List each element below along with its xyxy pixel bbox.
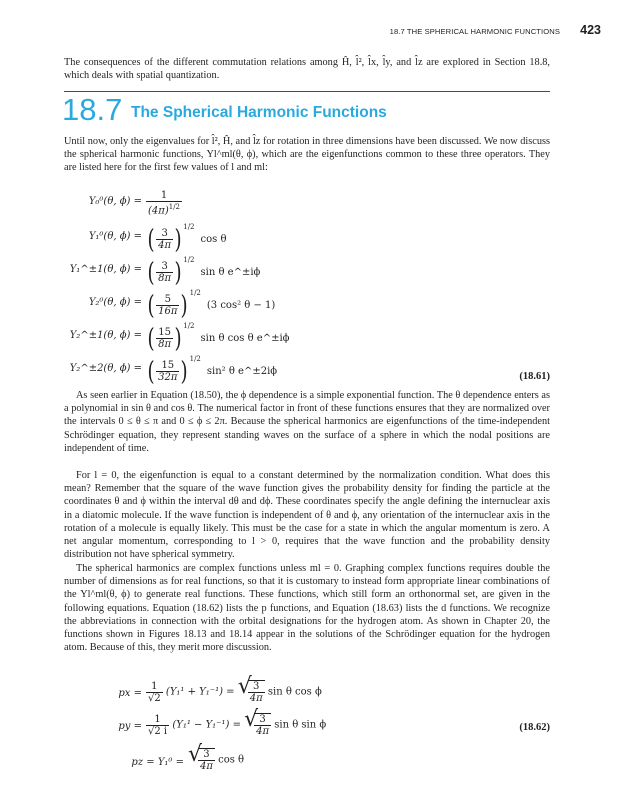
section-rule (64, 91, 550, 92)
running-header (0, 22, 626, 38)
intro-paragraph: The consequences of the different commutation relations among Ĥ, l̂², l̂x, l̂y, and l̂z are explored in Section 18.8, which deals with spatial quantization. (64, 57, 550, 82)
equation-y2pm2-rhs: ( $\frac{15}{32\pi}$ ) $^{1/2}$sin² θ e^±2iϕ (147, 355, 278, 387)
page-number: 423 (580, 23, 601, 37)
equation-lhs: Y₀⁰(θ, ϕ) = (88, 196, 142, 207)
equation-label-1861: (18.61) (519, 371, 550, 382)
running-title: 18.7 THE SPHERICAL HARMONIC FUNCTIONS (389, 27, 560, 36)
equation-y2pm2: Y₂^±2(θ, ϕ) = (69, 363, 142, 374)
section-title: The Spherical Harmonic Functions (131, 104, 387, 121)
equation-fraction: $\frac{1}{(4\pi)^{1/2}}$ (148, 190, 181, 217)
paragraph-4: The spherical harmonics are complex functions unless ml = 0. Graphing complex functions requires double the number of dimensions as for real functions, so that it is customary to instead form appropriate linear combinations of the Yl^ml(θ, ϕ) to generate real functions. These functions, which still form an orthonormal set, are given in the following equations. Equation (18.62) lists the p functions, and Equation (18.63) lists the d functions. We recognize the abbreviations in connection with the orbital designations for the hydrogen atom. As shown in Chapter 20, the functions shown in Figures 18.13 and 18.14 appear in the solutions of the Schrödinger equation for the hydrogen atom. Because of this, they merit more discussion. (64, 563, 550, 654)
paragraph-2: As seen earlier in Equation (18.50), the ϕ dependence is a simple exponential function. The θ dependence enters as a polynomial in sin θ and cos θ. The numerical factor in front of these functions ensures that they are normalized over the intervals 0 ≤ θ ≤ π and 0 ≤ ϕ ≤ 2π. Because the spherical harmonics are eigenfunctions of the time-independent Schrödinger equation, they represent standing waves on the surface of a sphere in which the nodal positions are independent of time. (64, 390, 550, 454)
equation-label-1862: (18.62) (519, 722, 550, 733)
paragraph-1: Until now, only the eigenvalues for l̂², Ĥ, and l̂z for rotation in three dimensions have been discussed. We now discuss the spherical harmonic functions, Yl^ml(θ, ϕ), which are the eigenfunctions common to these three operators. They are listed here for the first few values of l and ml: (64, 136, 550, 174)
section-number: 18.7 (62, 92, 123, 127)
paragraph-3: For l = 0, the eigenfunction is equal to a constant determined by the normalization condition. What does this mean? Remember that the square of the wave function gives the probability density for finding the particle at the coordinates θ and ϕ within the interval dθ and dϕ. These coordinates specify the angle defining the internuclear axis in a diatomic molecule. If the wave function is independent of θ and ϕ, any orientation of the internuclear axis in the rotation of a molecule is equally likely. This must be the case for a state in which the angular momentum is zero. A net angular momentum, corresponding to l > 0, requires that the wave function and the probability density distribution not have spherical symmetry. (64, 470, 550, 561)
